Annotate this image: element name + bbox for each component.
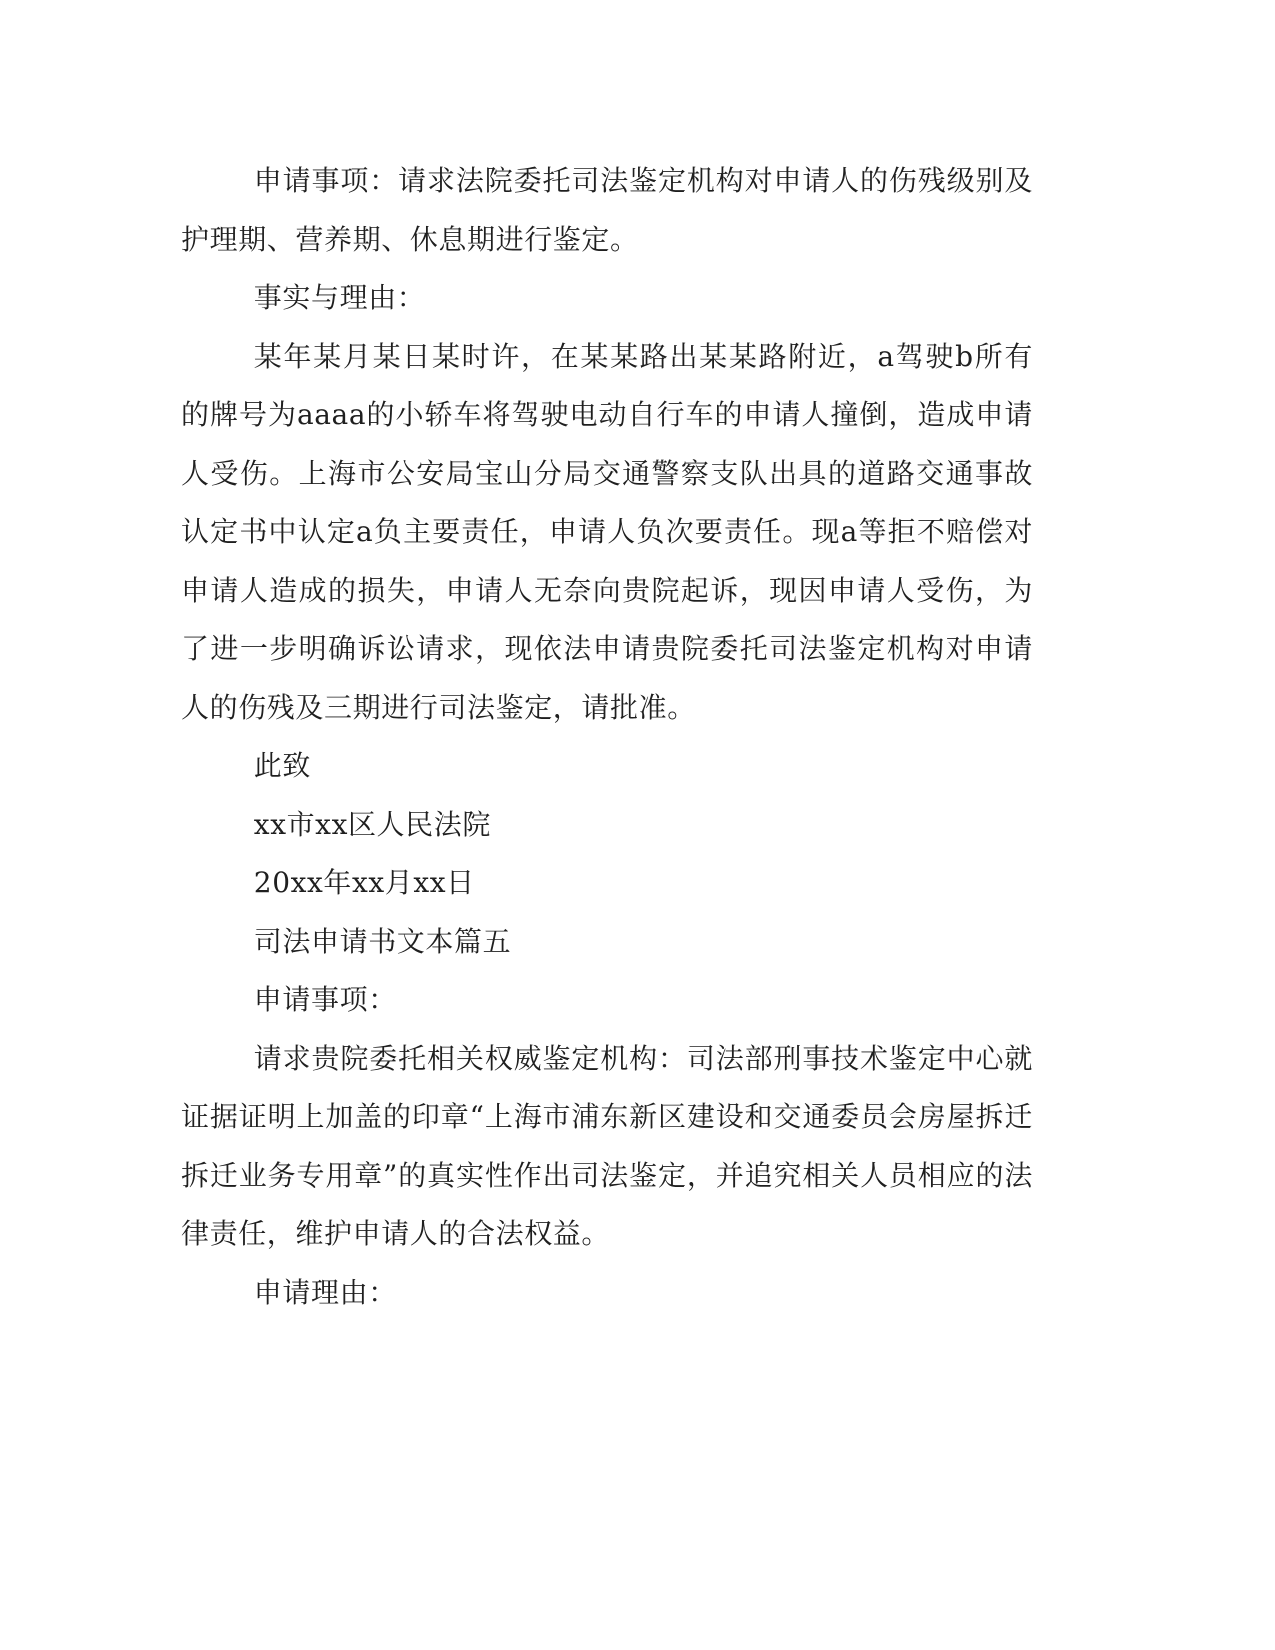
paragraph-application-item-heading: 申请事项： bbox=[253, 983, 397, 1016]
paragraph-facts-body: 某年某月某日某时许，在某某路出某某路附近，a驾驶b所有的牌号为aaaa的小轿车将驾驶电动自行车的申请人撞倒，造成申请人受伤。上海市公安局宝山分局交通警察支队出具的道路交通事故认定书中认定a负主要责任，申请人负次要责任。现a等拒不赔偿对申请人造成的损失，申请人无奈向贵院起诉，现因申请人受伤，为了进一步明确诉讼请求，现依法申请贵院委托司法鉴定机构对申请人的伤残及三期进行司法鉴定，请批准。 bbox=[181, 339, 1033, 724]
paragraph-court-name: xx市xx区人民法院 bbox=[253, 807, 491, 841]
paragraph-request-body: 请求贵院委托相关权威鉴定机构：司法部刑事技术鉴定中心就证据证明上加盖的印章“上海市浦东新区建设和交通委员会房屋拆迁拆迁业务专用章”的真实性作出司法鉴定，并追究相关人员相应的法律责任，维护申请人的合法权益。 bbox=[181, 1041, 1033, 1250]
paragraph-date: 20xx年xx月xx日 bbox=[253, 866, 475, 899]
document-body bbox=[181, 152, 1033, 1322]
paragraph-salutation: 此致 bbox=[253, 749, 311, 782]
paragraph-application-item: 申请事项：请求法院委托司法鉴定机构对申请人的伤残级别及护理期、营养期、休息期进行鉴定。 bbox=[181, 164, 1033, 256]
paragraph-facts-heading: 事实与理由： bbox=[253, 281, 426, 314]
paragraph-reason-heading: 申请理由： bbox=[253, 1275, 397, 1309]
paragraph-section-title: 司法申请书文本篇五 bbox=[253, 924, 512, 958]
